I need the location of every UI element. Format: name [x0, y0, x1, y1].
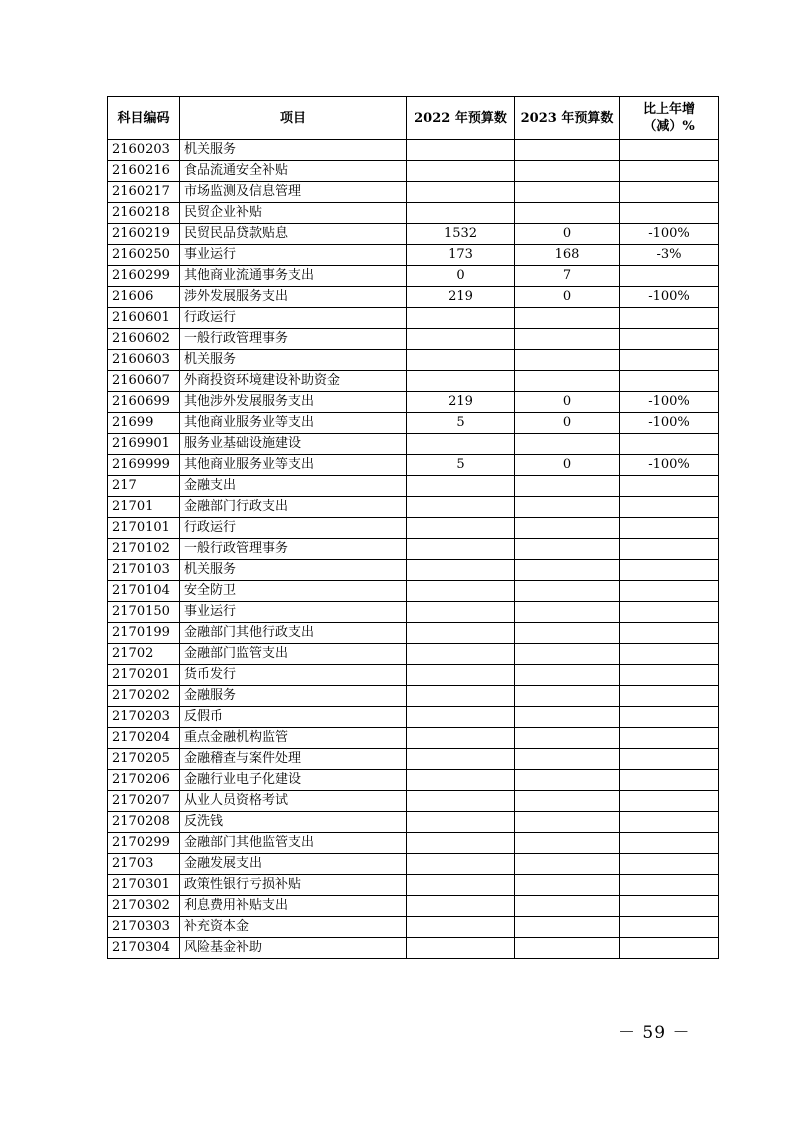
table-row	[108, 287, 719, 308]
row-code: 2170304	[108, 938, 180, 959]
row-budget-2023	[515, 875, 620, 896]
row-code: 2160607	[108, 371, 180, 392]
row-item-name: 金融部门监管支出	[180, 644, 407, 665]
row-item-name: 一般行政管理事务	[180, 329, 407, 350]
row-budget-2023	[515, 581, 620, 602]
row-change	[620, 917, 719, 938]
row-item-name: 行政运行	[180, 308, 407, 329]
table-row	[108, 455, 719, 476]
header-change	[620, 97, 719, 140]
row-item-name: 反假币	[180, 707, 407, 728]
row-code: 2160203	[108, 140, 180, 161]
row-item-name: 服务业基础设施建设	[180, 434, 407, 455]
row-code: 2170205	[108, 749, 180, 770]
row-change	[620, 896, 719, 917]
row-budget-2023	[515, 476, 620, 497]
table-row	[108, 749, 719, 770]
row-change: -100%	[620, 392, 719, 413]
row-change	[620, 350, 719, 371]
table-row	[108, 161, 719, 182]
row-budget-2022	[407, 644, 515, 665]
table-row	[108, 434, 719, 455]
row-change	[620, 854, 719, 875]
row-budget-2023: 7	[515, 266, 620, 287]
table-row	[108, 371, 719, 392]
header-change-line2: （减）%	[643, 119, 695, 134]
row-code: 2170302	[108, 896, 180, 917]
row-change	[620, 203, 719, 224]
row-budget-2022	[407, 770, 515, 791]
row-budget-2023: 0	[515, 224, 620, 245]
row-change	[620, 749, 719, 770]
row-budget-2023	[515, 161, 620, 182]
row-item-name: 一般行政管理事务	[180, 539, 407, 560]
row-budget-2022	[407, 371, 515, 392]
table-row	[108, 581, 719, 602]
table-row	[108, 266, 719, 287]
row-item-name: 机关服务	[180, 350, 407, 371]
row-change	[620, 623, 719, 644]
row-change	[620, 140, 719, 161]
row-budget-2023	[515, 623, 620, 644]
table-row	[108, 602, 719, 623]
row-item-name: 货币发行	[180, 665, 407, 686]
row-budget-2023: 0	[515, 287, 620, 308]
row-change	[620, 308, 719, 329]
row-code: 2160218	[108, 203, 180, 224]
row-change	[620, 938, 719, 959]
row-budget-2022	[407, 434, 515, 455]
row-code: 2170199	[108, 623, 180, 644]
row-item-name: 重点金融机构监管	[180, 728, 407, 749]
row-item-name: 机关服务	[180, 140, 407, 161]
row-code: 2170103	[108, 560, 180, 581]
row-code: 21701	[108, 497, 180, 518]
table-row	[108, 539, 719, 560]
row-budget-2022	[407, 707, 515, 728]
row-item-name: 其他商业服务业等支出	[180, 413, 407, 434]
row-budget-2022: 0	[407, 266, 515, 287]
row-budget-2023	[515, 665, 620, 686]
row-item-name: 金融服务	[180, 686, 407, 707]
row-budget-2022	[407, 665, 515, 686]
row-code: 2169901	[108, 434, 180, 455]
row-change: -100%	[620, 455, 719, 476]
row-budget-2022	[407, 203, 515, 224]
table-row	[108, 854, 719, 875]
row-change	[620, 182, 719, 203]
row-code: 2170202	[108, 686, 180, 707]
table-row	[108, 182, 719, 203]
row-code: 2169999	[108, 455, 180, 476]
row-item-name: 其他商业服务业等支出	[180, 455, 407, 476]
row-budget-2022: 1532	[407, 224, 515, 245]
row-change	[620, 707, 719, 728]
table-row	[108, 833, 719, 854]
row-budget-2023: 0	[515, 392, 620, 413]
table-row	[108, 224, 719, 245]
row-code: 2170150	[108, 602, 180, 623]
budget-table	[107, 96, 719, 959]
row-item-name: 金融部门行政支出	[180, 497, 407, 518]
row-budget-2022: 219	[407, 392, 515, 413]
row-code: 2160602	[108, 329, 180, 350]
row-change	[620, 602, 719, 623]
row-item-name: 行政运行	[180, 518, 407, 539]
row-budget-2022	[407, 518, 515, 539]
row-change: -100%	[620, 413, 719, 434]
row-item-name: 民贸企业补贴	[180, 203, 407, 224]
row-budget-2022	[407, 560, 515, 581]
row-budget-2023	[515, 182, 620, 203]
row-code: 2160603	[108, 350, 180, 371]
row-budget-2022: 173	[407, 245, 515, 266]
row-code: 2170203	[108, 707, 180, 728]
table-row	[108, 518, 719, 539]
row-change	[620, 539, 719, 560]
row-item-name: 政策性银行亏损补贴	[180, 875, 407, 896]
row-code: 217	[108, 476, 180, 497]
row-code: 2170102	[108, 539, 180, 560]
row-budget-2022	[407, 938, 515, 959]
row-code: 2170303	[108, 917, 180, 938]
row-item-name: 机关服务	[180, 560, 407, 581]
row-change	[620, 644, 719, 665]
row-budget-2022	[407, 833, 515, 854]
row-item-name: 金融部门其他监管支出	[180, 833, 407, 854]
row-item-name: 金融稽查与案件处理	[180, 749, 407, 770]
header-item: 项目	[180, 97, 407, 140]
row-change	[620, 875, 719, 896]
row-code: 2170104	[108, 581, 180, 602]
row-budget-2023	[515, 896, 620, 917]
table-row	[108, 140, 719, 161]
table-row	[108, 392, 719, 413]
row-code: 2160219	[108, 224, 180, 245]
row-budget-2022	[407, 350, 515, 371]
row-budget-2022	[407, 791, 515, 812]
table-row	[108, 707, 719, 728]
row-code: 2160216	[108, 161, 180, 182]
row-budget-2023	[515, 140, 620, 161]
table-row	[108, 896, 719, 917]
row-item-name: 利息费用补贴支出	[180, 896, 407, 917]
row-change	[620, 371, 719, 392]
row-budget-2022	[407, 308, 515, 329]
row-budget-2023	[515, 350, 620, 371]
row-change	[620, 791, 719, 812]
row-budget-2023	[515, 203, 620, 224]
table-row	[108, 812, 719, 833]
row-code: 21699	[108, 413, 180, 434]
header-code: 科目编码	[108, 97, 180, 140]
row-code: 2170206	[108, 770, 180, 791]
row-code: 21702	[108, 644, 180, 665]
row-budget-2022	[407, 140, 515, 161]
row-budget-2022: 5	[407, 455, 515, 476]
row-budget-2022	[407, 686, 515, 707]
row-budget-2023	[515, 602, 620, 623]
row-budget-2023	[515, 938, 620, 959]
row-change: -100%	[620, 287, 719, 308]
row-budget-2022: 5	[407, 413, 515, 434]
row-budget-2022	[407, 896, 515, 917]
row-code: 2170301	[108, 875, 180, 896]
row-budget-2022	[407, 329, 515, 350]
row-code: 2170207	[108, 791, 180, 812]
row-change: -100%	[620, 224, 719, 245]
table-row	[108, 728, 719, 749]
row-change	[620, 812, 719, 833]
row-item-name: 金融发展支出	[180, 854, 407, 875]
row-budget-2023	[515, 854, 620, 875]
row-code: 2170101	[108, 518, 180, 539]
row-code: 2160217	[108, 182, 180, 203]
table-row	[108, 623, 719, 644]
row-change: -3%	[620, 245, 719, 266]
row-budget-2023	[515, 644, 620, 665]
row-code: 2170201	[108, 665, 180, 686]
row-budget-2023: 0	[515, 413, 620, 434]
row-change	[620, 161, 719, 182]
row-budget-2023	[515, 308, 620, 329]
row-item-name: 事业运行	[180, 245, 407, 266]
row-budget-2023	[515, 497, 620, 518]
row-budget-2023	[515, 686, 620, 707]
row-code: 2160601	[108, 308, 180, 329]
row-budget-2023	[515, 539, 620, 560]
row-item-name: 食品流通安全补贴	[180, 161, 407, 182]
row-item-name: 其他商业流通事务支出	[180, 266, 407, 287]
row-budget-2022	[407, 728, 515, 749]
table-row	[108, 791, 719, 812]
row-budget-2023	[515, 329, 620, 350]
row-item-name: 其他涉外发展服务支出	[180, 392, 407, 413]
row-budget-2022	[407, 182, 515, 203]
page-number: － 59 －	[618, 1023, 691, 1043]
table-row	[108, 329, 719, 350]
row-code: 21606	[108, 287, 180, 308]
header-budget-2023: 2023 年预算数	[515, 97, 620, 140]
row-budget-2023	[515, 770, 620, 791]
row-change	[620, 665, 719, 686]
row-budget-2022	[407, 749, 515, 770]
row-change	[620, 770, 719, 791]
table-row	[108, 917, 719, 938]
row-item-name: 风险基金补助	[180, 938, 407, 959]
row-item-name: 涉外发展服务支出	[180, 287, 407, 308]
row-change	[620, 329, 719, 350]
row-budget-2022	[407, 161, 515, 182]
row-item-name: 民贸民品贷款贴息	[180, 224, 407, 245]
table-row	[108, 665, 719, 686]
row-change	[620, 476, 719, 497]
table-row	[108, 476, 719, 497]
table-row	[108, 497, 719, 518]
table-row	[108, 413, 719, 434]
row-item-name: 金融部门其他行政支出	[180, 623, 407, 644]
row-budget-2023	[515, 434, 620, 455]
table-row	[108, 350, 719, 371]
row-change	[620, 266, 719, 287]
row-item-name: 安全防卫	[180, 581, 407, 602]
row-item-name: 金融行业电子化建设	[180, 770, 407, 791]
row-budget-2022	[407, 854, 515, 875]
table-row	[108, 308, 719, 329]
row-code: 2160699	[108, 392, 180, 413]
row-item-name: 反洗钱	[180, 812, 407, 833]
row-budget-2023: 168	[515, 245, 620, 266]
row-change	[620, 434, 719, 455]
row-budget-2022	[407, 917, 515, 938]
row-item-name: 市场监测及信息管理	[180, 182, 407, 203]
row-change	[620, 581, 719, 602]
row-code: 2170299	[108, 833, 180, 854]
row-code: 2160250	[108, 245, 180, 266]
row-budget-2022: 219	[407, 287, 515, 308]
row-budget-2022	[407, 623, 515, 644]
row-change	[620, 518, 719, 539]
table-row	[108, 686, 719, 707]
row-budget-2022	[407, 497, 515, 518]
row-budget-2022	[407, 581, 515, 602]
table-row	[108, 560, 719, 581]
row-item-name: 外商投资环境建设补助资金	[180, 371, 407, 392]
row-budget-2023	[515, 749, 620, 770]
row-budget-2023	[515, 791, 620, 812]
row-budget-2023	[515, 833, 620, 854]
row-item-name: 从业人员资格考试	[180, 791, 407, 812]
row-budget-2022	[407, 812, 515, 833]
row-budget-2023: 0	[515, 455, 620, 476]
row-change	[620, 833, 719, 854]
row-budget-2023	[515, 371, 620, 392]
header-change-line1: 比上年增	[642, 102, 695, 117]
table-body	[108, 140, 719, 959]
row-change	[620, 497, 719, 518]
table-row	[108, 203, 719, 224]
table-row	[108, 245, 719, 266]
row-change	[620, 728, 719, 749]
row-change	[620, 686, 719, 707]
row-budget-2022	[407, 476, 515, 497]
table-row	[108, 938, 719, 959]
table-row	[108, 770, 719, 791]
row-item-name: 金融支出	[180, 476, 407, 497]
row-code: 2170208	[108, 812, 180, 833]
row-budget-2022	[407, 539, 515, 560]
table-header-row	[108, 97, 719, 140]
row-budget-2022	[407, 875, 515, 896]
row-budget-2023	[515, 560, 620, 581]
row-item-name: 补充资本金	[180, 917, 407, 938]
row-budget-2023	[515, 518, 620, 539]
row-budget-2023	[515, 728, 620, 749]
header-budget-2022: 2022 年预算数	[407, 97, 515, 140]
table-row	[108, 875, 719, 896]
row-budget-2022	[407, 602, 515, 623]
row-budget-2023	[515, 707, 620, 728]
row-budget-2023	[515, 812, 620, 833]
row-code: 2160299	[108, 266, 180, 287]
table-row	[108, 644, 719, 665]
row-code: 2170204	[108, 728, 180, 749]
row-item-name: 事业运行	[180, 602, 407, 623]
row-budget-2023	[515, 917, 620, 938]
row-code: 21703	[108, 854, 180, 875]
row-change	[620, 560, 719, 581]
